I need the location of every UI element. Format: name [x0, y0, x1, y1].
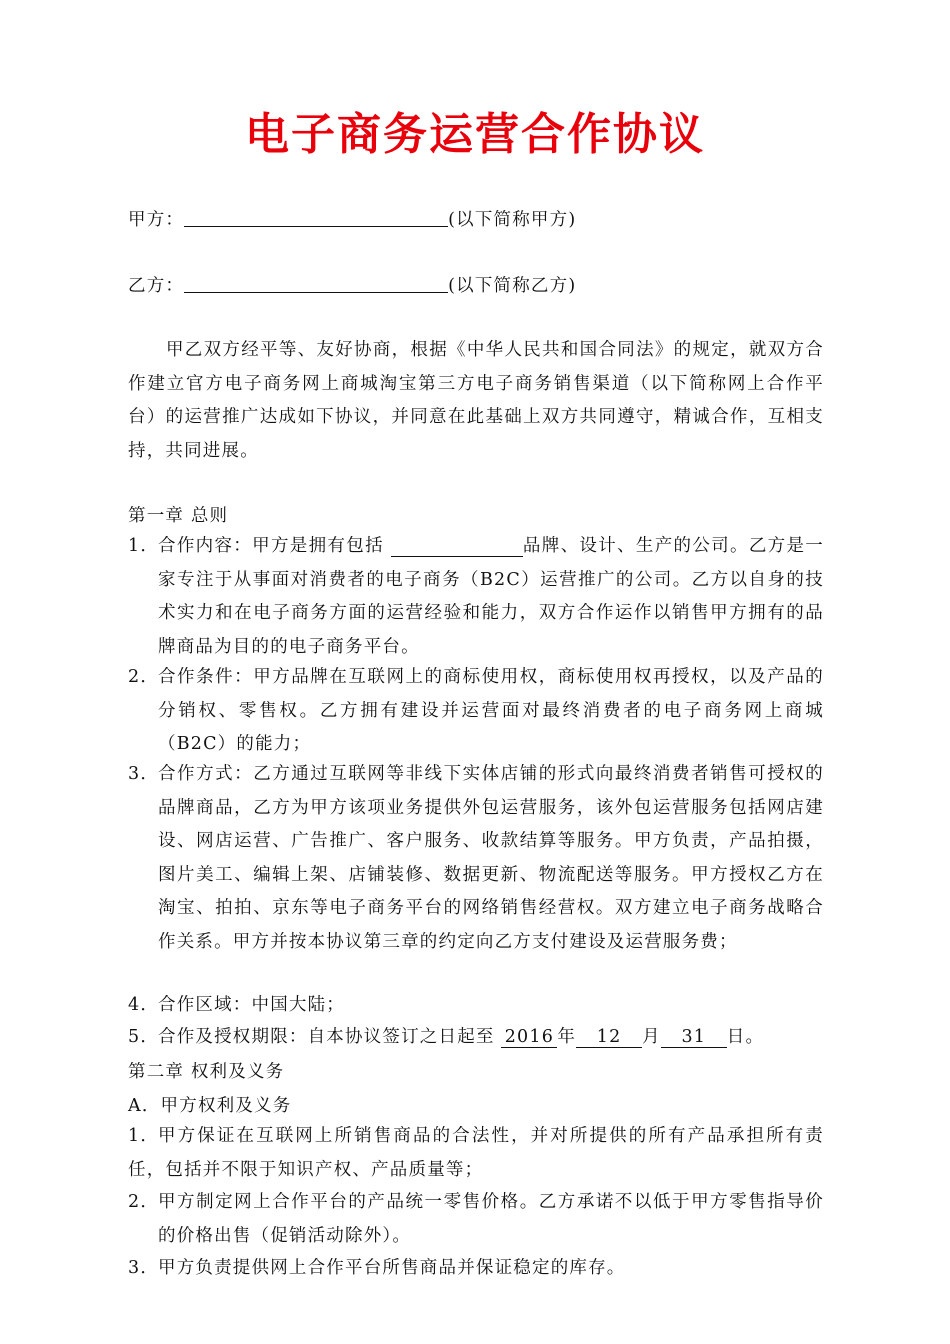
list-item [128, 1252, 824, 1286]
item-text: 甲方保证在互联网上所销售商品的合法性，并对所提供的所有产品承担所有责任，包括并不限于知识产权、产品质量等； [128, 1126, 824, 1180]
item-text: 合作区域：中国大陆； [158, 995, 345, 1015]
intro-paragraph: 甲乙双方经平等、友好协商，根据《中华人民共和国合同法》的规定，就双方合作建立官方电子商务网上商城淘宝第三方电子商务销售渠道（以下简称网上合作平台）的运营推广达成如下协议，并同意在此基础上双方共同遵守，精诚合作，互相支持，共同进展。 [128, 340, 824, 461]
item-number: 2． [128, 1192, 160, 1212]
list-item [128, 758, 824, 959]
party-a-label: 甲方： [128, 210, 185, 230]
item-text: 合作及授权期限：自本协议签订之日起至 2016 年 12 月 31 日。 [158, 1027, 765, 1047]
month-value[interactable]: 12 [576, 1027, 642, 1048]
list-item [128, 989, 824, 1023]
item-number: 1． [128, 1126, 160, 1146]
party-a-blank[interactable] [184, 208, 448, 227]
party-b-blank[interactable] [184, 274, 448, 293]
section-a-heading: A．甲方权利及义务 [128, 1096, 292, 1116]
chapter2-heading: 第二章 权利及义务 [128, 1062, 285, 1082]
party-b-label: 乙方： [128, 276, 185, 296]
item-number: 1． [128, 536, 160, 556]
item-number: 3． [128, 1258, 160, 1278]
party-b-suffix: (以下简称乙方) [448, 276, 577, 296]
list-item [128, 1186, 824, 1253]
item-number: 5． [128, 1027, 160, 1047]
party-a-suffix: (以下简称甲方) [448, 210, 577, 230]
document-title: 电子商务运营合作协议 [245, 109, 705, 160]
list-item [128, 1120, 824, 1187]
list-item [128, 530, 824, 664]
item-number: 2． [128, 667, 160, 687]
item-text: 合作方式：乙方通过互联网等非线下实体店铺的形式向最终消费者销售可授权的品牌商品，乙方为甲方该项业务提供外包运营服务，该外包运营服务包括网店建设、网店运营、广告推广、客户服务、收款结算等服务。甲方负责，产品拍摄，图片美工、编辑上架、店铺装修、数据更新、物流配送等服务。甲方授权乙方在淘宝、拍拍、京东等电子商务平台的网络销售经营权。双方建立电子商务战略合作关系。甲方并按本协议第三章的约定向乙方支付建设及运营服务费； [158, 764, 824, 952]
brand-blank[interactable] [391, 536, 523, 557]
party-b-line [128, 272, 576, 297]
item-number: 3． [128, 764, 160, 784]
party-a-line [128, 206, 576, 231]
item-text: 甲方制定网上合作平台的产品统一零售价格。乙方承诺不以低于甲方零售指导价的价格出售（促销活动除外）。 [158, 1192, 824, 1246]
item-number: 4． [128, 995, 160, 1015]
item-text: 合作条件：甲方品牌在互联网上的商标使用权，商标使用权再授权，以及产品的分销权、零售权。乙方拥有建设并运营面对最终消费者的电子商务网上商城（B2C）的能力； [158, 667, 824, 754]
chapter1-heading: 第一章 总则 [128, 506, 229, 526]
list-item [128, 1021, 824, 1055]
item-text: 合作内容：甲方是拥有包括 品牌、设计、生产的公司。乙方是一家专注于从事面对消费者的电子商务（B2C）运营推广的公司。乙方以自身的技术实力和在电子商务方面的运营经验和能力，双方合作运作以销售甲方拥有的品牌商品为目的的电子商务平台。 [158, 536, 824, 657]
day-value[interactable]: 31 [661, 1027, 727, 1048]
year-value[interactable]: 2016 [501, 1027, 557, 1048]
item-text: 甲方负责提供网上合作平台所售商品并保证稳定的库存。 [158, 1258, 626, 1278]
list-item [128, 661, 824, 762]
